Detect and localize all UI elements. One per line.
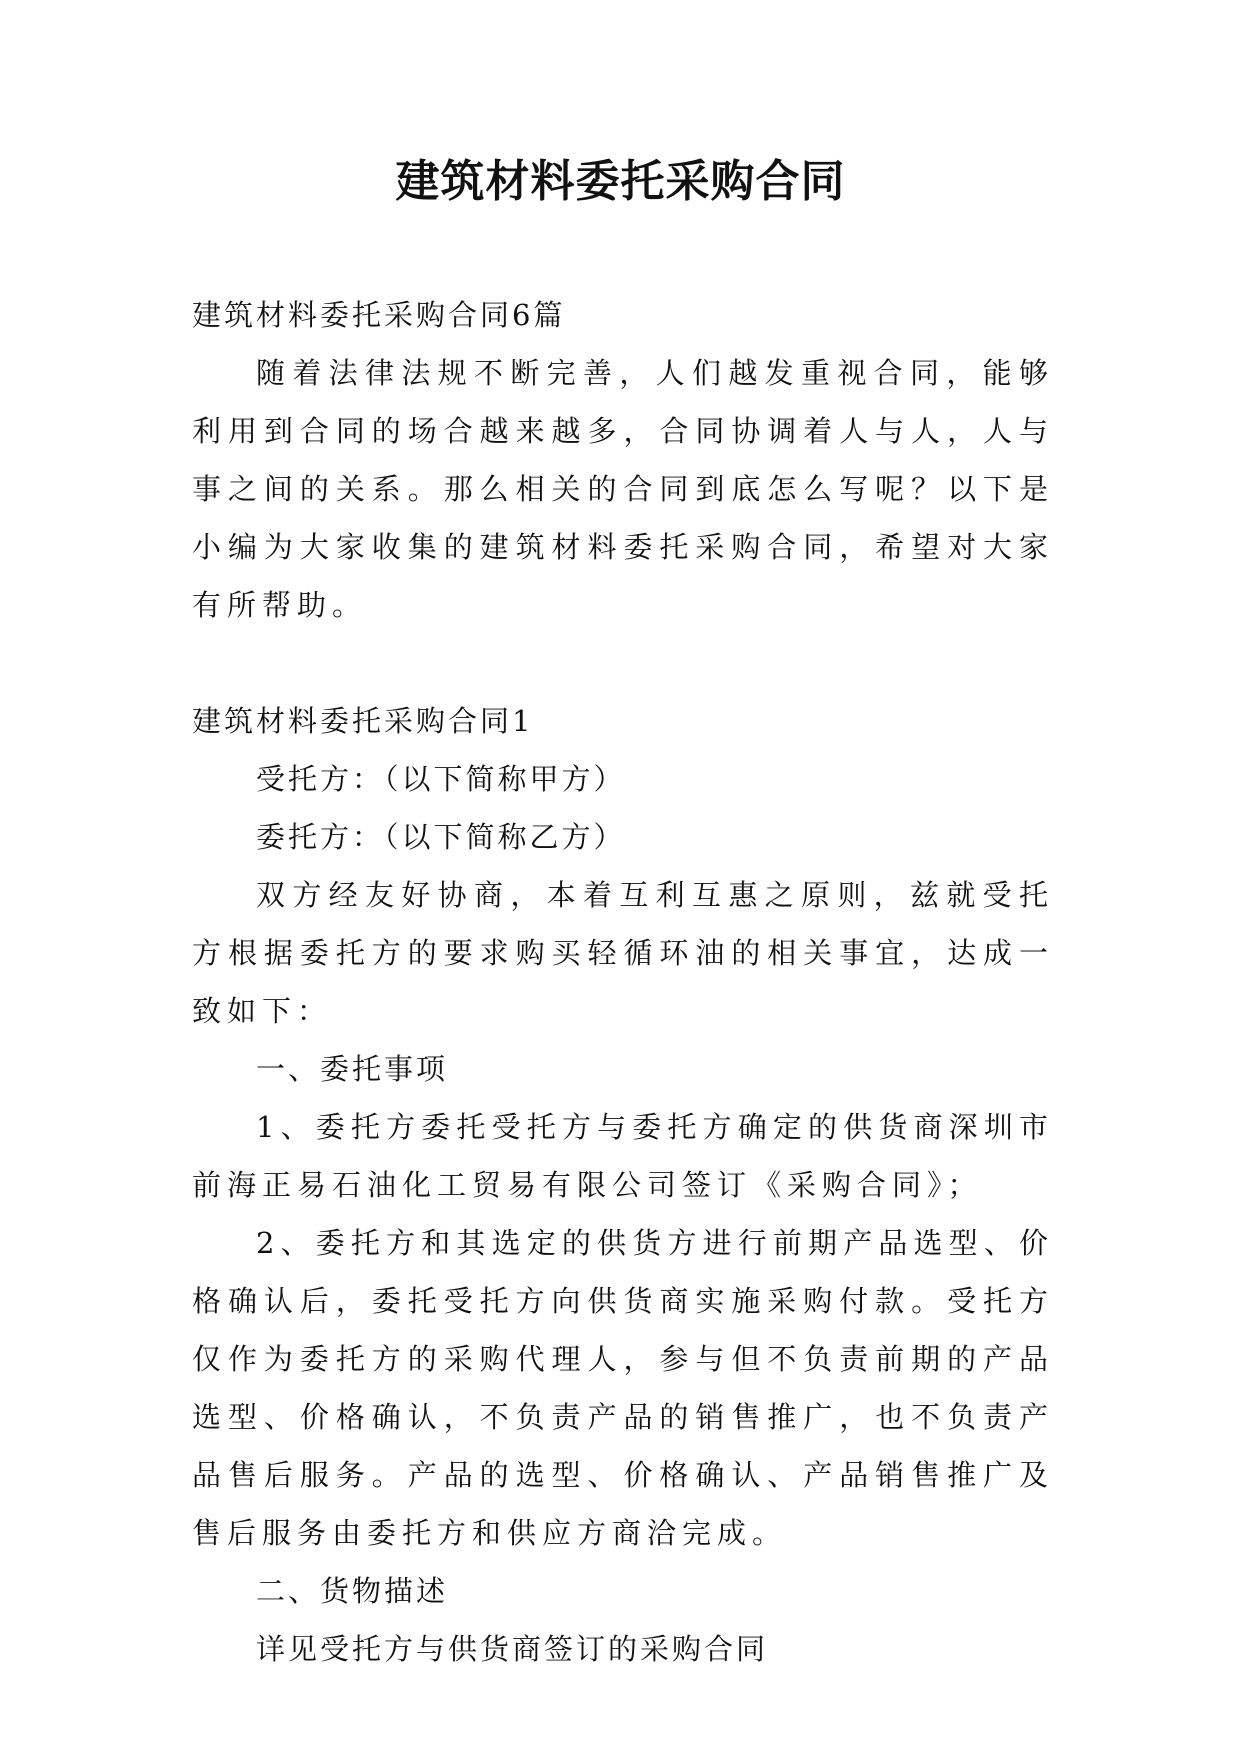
article-1-item-1: 1、委托方委托受托方与委托方确定的供货商深圳市前海正易石油化工贸易有限公司签订《采购合同》； xyxy=(192,1110,1054,1202)
intro-paragraph: 随着法律法规不断完善，人们越发重视合同，能够利用到合同的场合越来越多，合同协调着人与人，人与事之间的关系。那么相关的合同到底怎么写呢？以下是小编为大家收集的建筑材料委托采购合同，希望对大家有所帮助。 xyxy=(192,356,1054,622)
party-a-line: 受托方：（以下简称甲方） xyxy=(256,762,626,796)
document-title: 建筑材料委托采购合同 xyxy=(395,156,846,207)
article-1-item-2: 2、委托方和其选定的供货方进行前期产品选型、价格确认后，委托受托方向供货商实施采购付款。受托方仅作为委托方的采购代理人，参与但不负责前期的产品选型、价格确认，不负责产品的销售推广，也不负责产品售后服务。产品的选型、价格确认、产品销售推广及售后服务由委托方和供应方商洽完成。 xyxy=(192,1226,1054,1550)
party-b-line: 委托方：（以下简称乙方） xyxy=(256,820,626,854)
collection-heading: 建筑材料委托采购合同6篇 xyxy=(192,298,566,332)
section-heading: 建筑材料委托采购合同1 xyxy=(192,704,534,738)
article-2-text: 详见受托方与供货商签订的采购合同 xyxy=(256,1632,769,1666)
document-body xyxy=(192,286,1054,1678)
article-2-heading: 二、货物描述 xyxy=(256,1574,449,1608)
section-spacer xyxy=(192,634,1054,692)
article-1-heading: 一、委托事项 xyxy=(256,1052,449,1086)
preamble-paragraph: 双方经友好协商，本着互利互惠之原则，兹就受托方根据委托方的要求购买轻循环油的相关事宜，达成一致如下： xyxy=(192,878,1054,1028)
